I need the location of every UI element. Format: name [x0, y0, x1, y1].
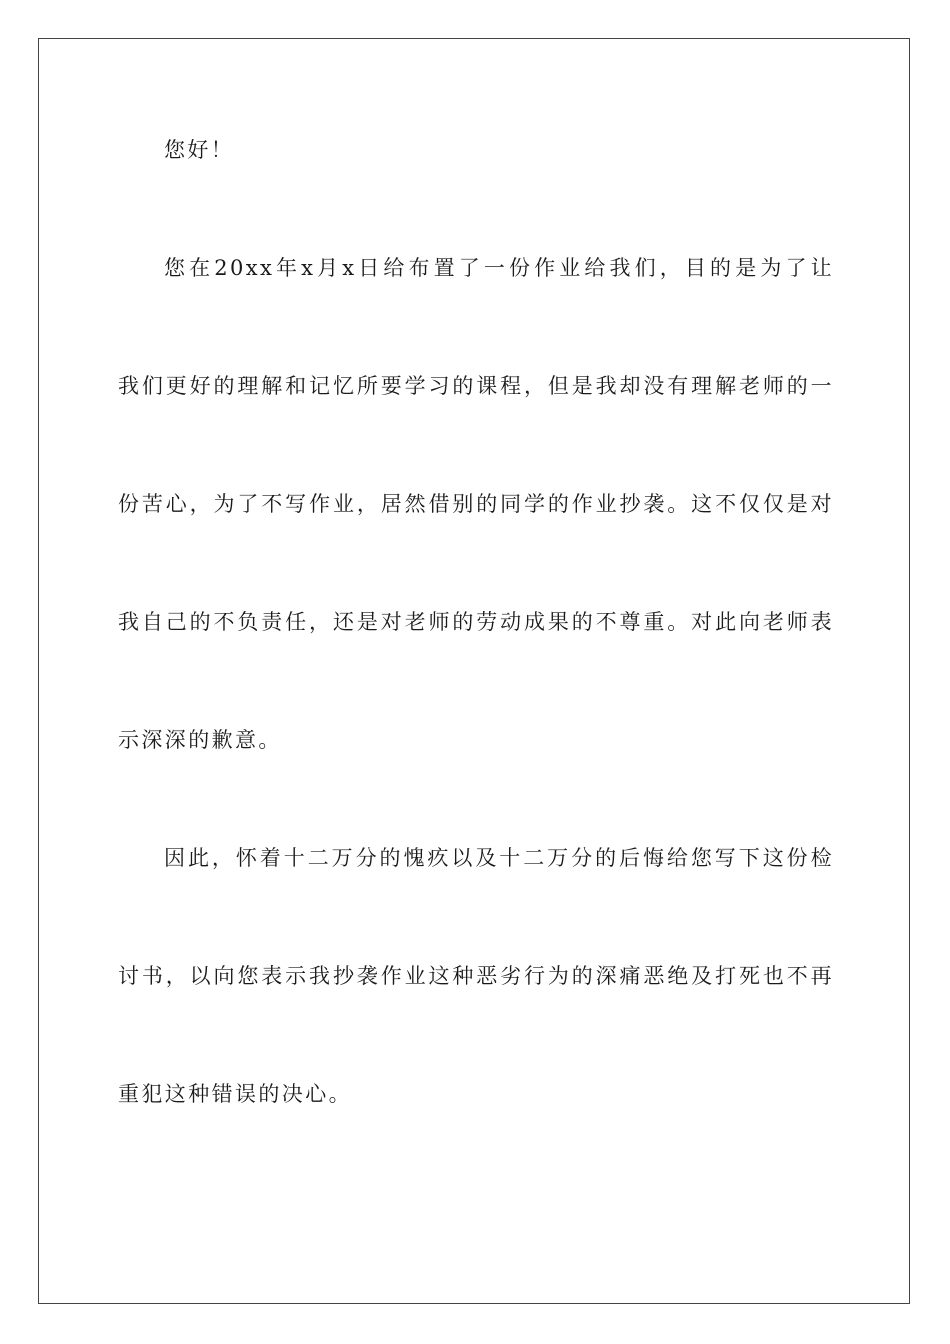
paragraph-line: 我自己的不负责任，还是对老师的劳动成果的不尊重。对此向老师表 — [118, 610, 834, 634]
greeting: 您好！ — [164, 138, 235, 162]
paragraph-line: 您在20xx年x月x日给布置了一份作业给我们，目的是为了让 — [164, 256, 834, 280]
paragraph-line: 我们更好的理解和记忆所要学习的课程，但是我却没有理解老师的一 — [118, 374, 834, 398]
paragraph-line: 因此，怀着十二万分的愧疚以及十二万分的后悔给您写下这份检 — [164, 846, 834, 870]
paragraph-line: 份苦心，为了不写作业，居然借别的同学的作业抄袭。这不仅仅是对 — [118, 492, 834, 516]
paragraph-line: 重犯这种错误的决心。 — [118, 1082, 352, 1106]
paragraph-2 — [118, 826, 834, 1180]
document-body — [118, 118, 834, 1180]
paragraph-line: 讨书，以向您表示我抄袭作业这种恶劣行为的深痛恶绝及打死也不再 — [118, 964, 834, 988]
paragraph-1 — [118, 236, 834, 826]
paragraph-line: 示深深的歉意。 — [118, 728, 282, 752]
